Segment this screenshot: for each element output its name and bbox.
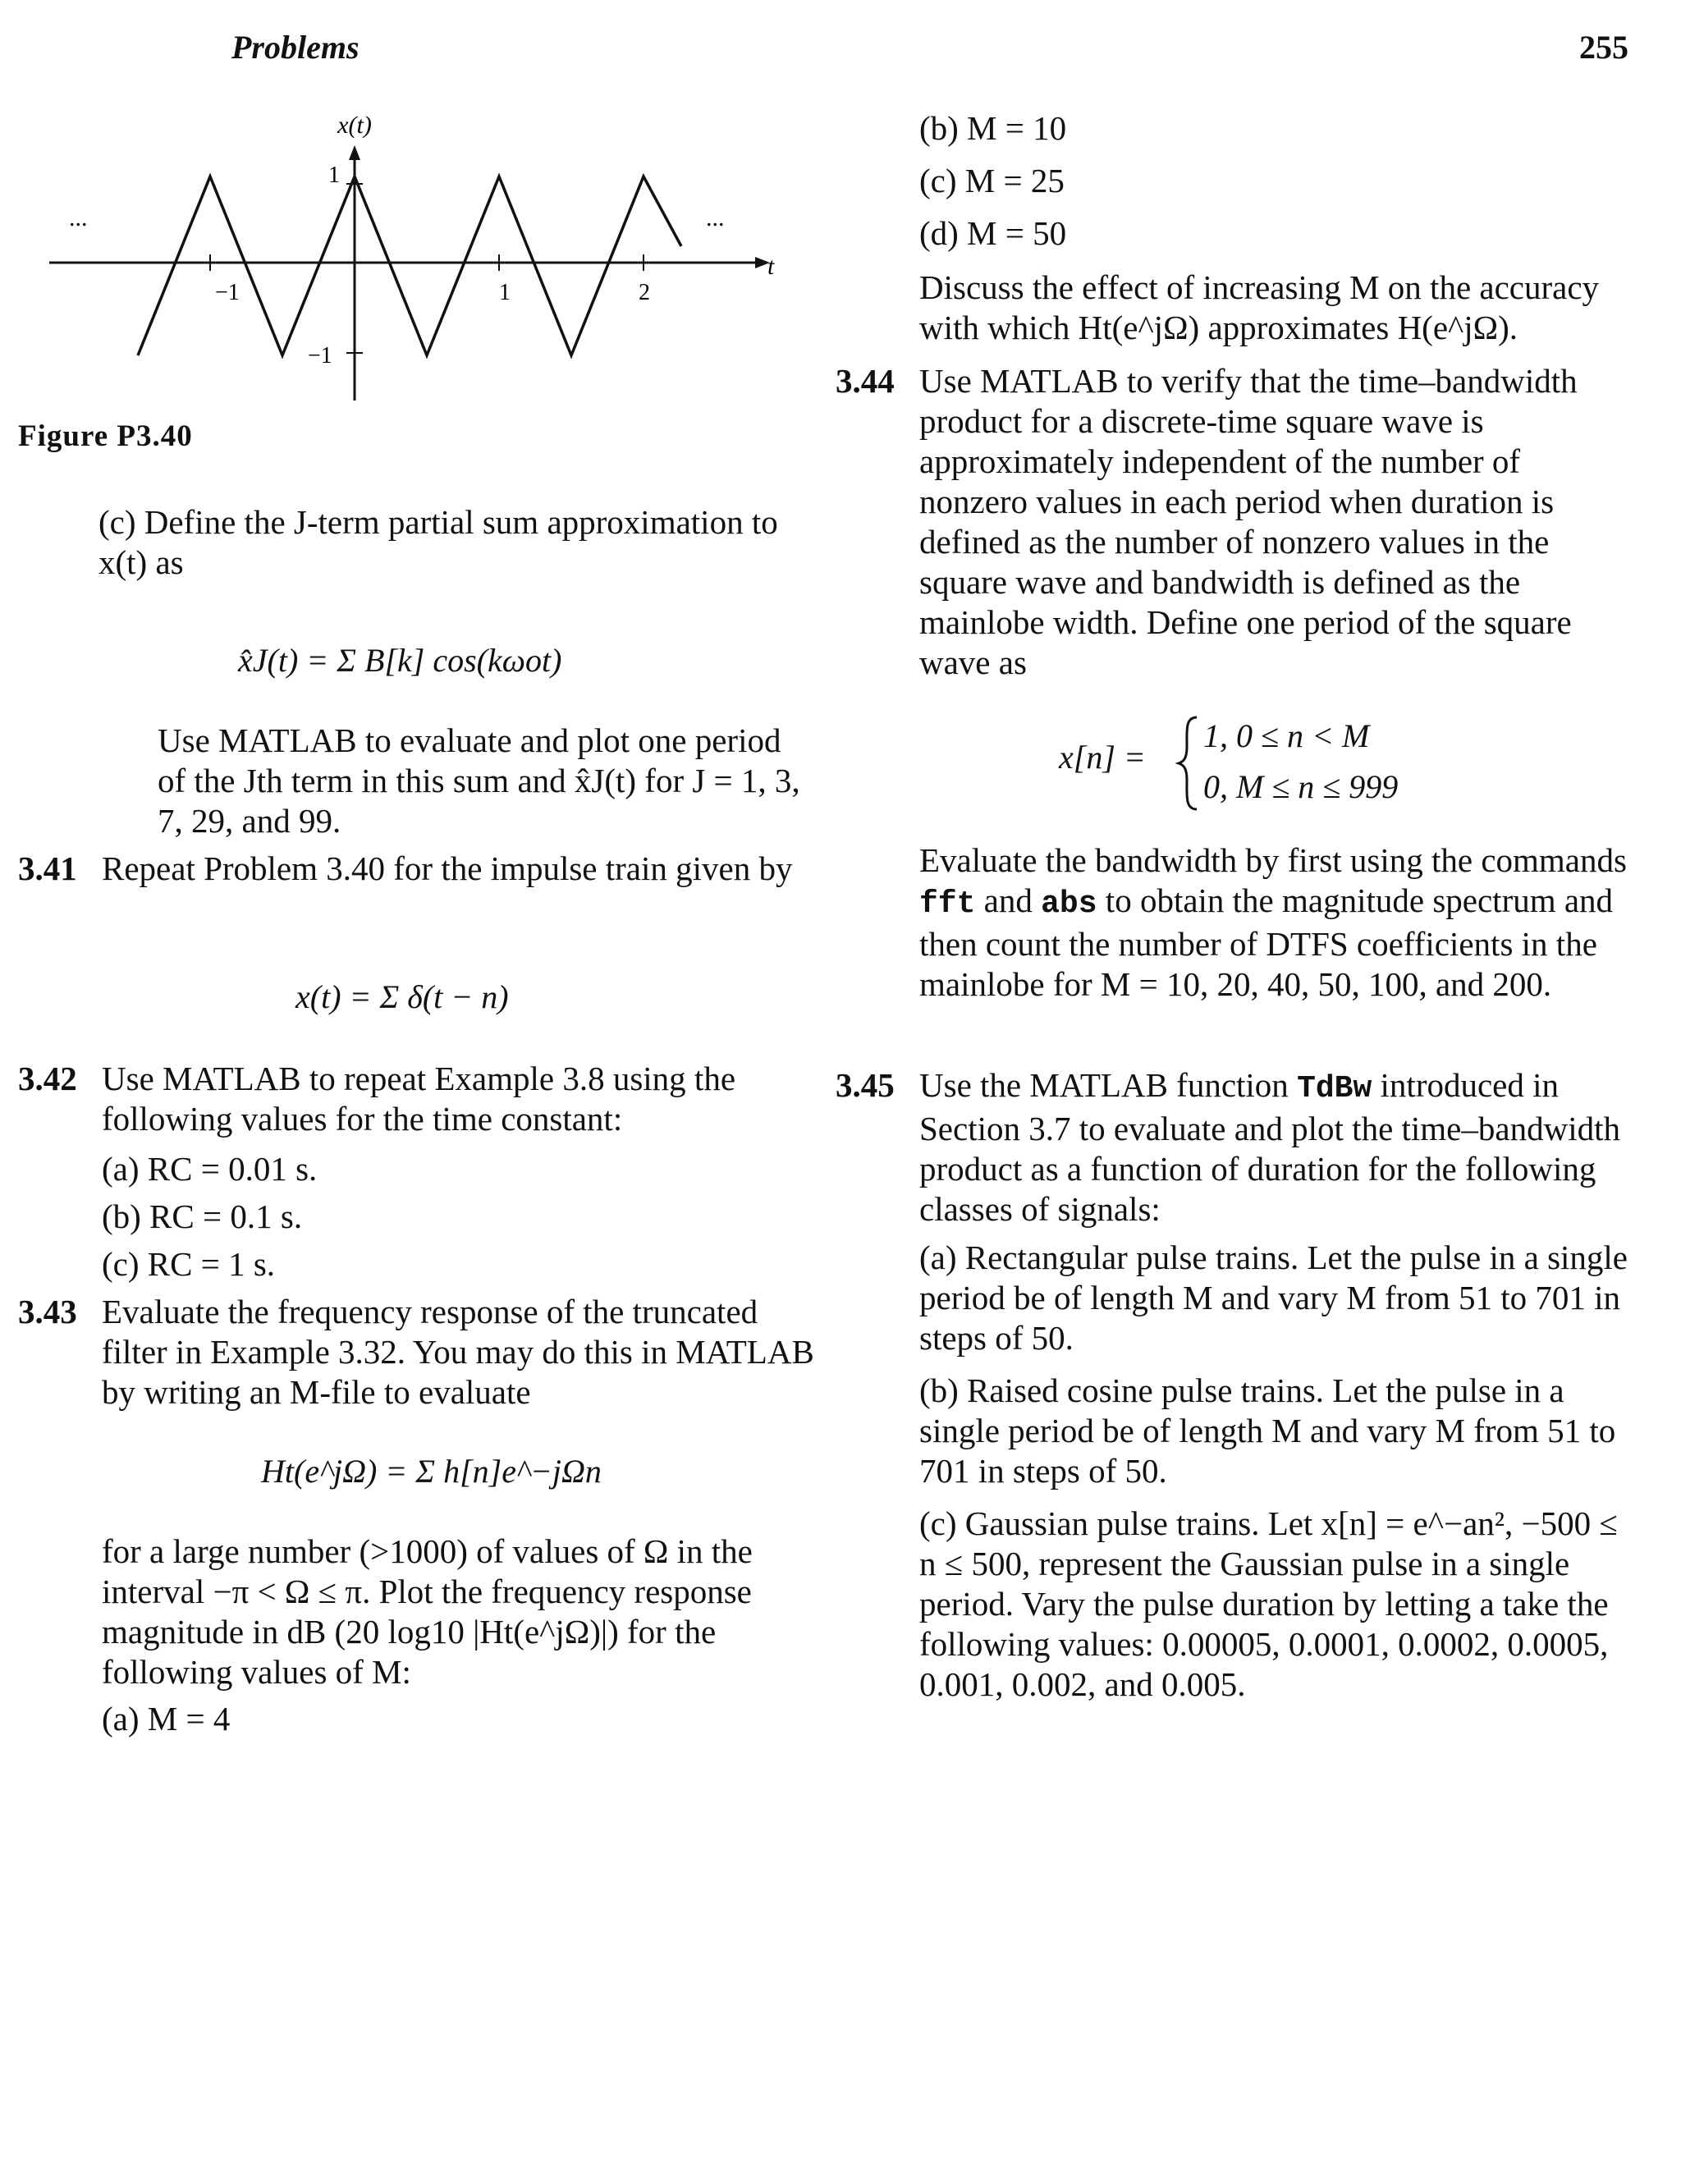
tick-label-2: 2 [639,280,650,305]
problem-3-43-a: (a) M = 4 [102,1700,231,1738]
ellipsis-left: ... [69,204,88,231]
equation-case-2: 0, M ≤ n ≤ 999 [1203,768,1399,805]
equation-truncated-filter: Ht(e^jΩ) = Σ h[n]e^−jΩn [261,1453,602,1490]
tick-label-y1: 1 [328,163,340,188]
x-axis-arrow [349,145,360,160]
running-title: Problems [231,29,360,66]
problem-3-44-text: Use MATLAB to verify that the time–bandwidth product for a discrete-time square wave is approximately independent of the number of nonzero values in each period when duration is defined as the number of nonzero values in the square wave and bandwidth is defined as the mainlobe width. Define one period of the square wave as [919,362,1578,681]
problem-3-43-after: for a large number (>1000) of values of Ω in the interval −π < Ω ≤ π. Plot the frequency response magnitude in dB (20 log10 |Ht(e^jΩ)|) for the following values of M: [102,1532,753,1691]
x-axis-label: t [767,253,775,280]
item-c-after: Use MATLAB to evaluate and plot one period of the Jth term in this sum and x̂J(t) for J = 1, 3, 7, 29, and 99. [158,721,800,840]
item-c: (c) M = 25 [919,162,1065,199]
p345-text-1: Use the MATLAB function [919,1066,1289,1104]
problem-3-43-text: Evaluate the frequency response of the truncated filter in Example 3.32. You may do this in MATLAB by writing an M-file to evaluate [102,1293,814,1411]
figure-label: Figure P3.40 [18,419,193,453]
figure-p3-40-triangle-wave [33,98,788,410]
triangle-waveform [138,176,681,355]
item-c-text: (c) Define the J-term partial sum approximation to x(t) as [98,503,778,581]
problem-number-3-41: 3.41 [18,849,77,887]
item-d: (d) M = 50 [919,214,1067,252]
equation-case-1: 1, 0 ≤ n < M [1203,717,1370,754]
problem-3-44-after [919,840,1633,1005]
y-axis-label: x(t) [337,112,372,139]
problem-3-41-text: Repeat Problem 3.40 for the impulse train given by [102,849,793,887]
problem-3-42-text: Use MATLAB to repeat Example 3.8 using the following values for the time constant: [102,1060,736,1138]
brace-icon [1175,714,1200,813]
command-fft: fft [919,886,976,922]
tick-label-neg1: −1 [215,280,240,305]
equation-square-wave-lhs: x[n] = [1059,739,1146,776]
after-text-1: Evaluate the bandwidth by first using the commands [919,841,1627,879]
problem-number-3-44: 3.44 [836,362,895,400]
problem-3-45-b: (b) Raised cosine pulse trains. Let the pulse in a single period be of length M and vary M from 51 to 701 in steps of 50. [919,1371,1616,1490]
command-abs: abs [1041,886,1097,922]
problem-3-45-c: (c) Gaussian pulse trains. Let x[n] = e^−an², −500 ≤ n ≤ 500, represent the Gaussian pulse in a single period. Vary the pulse duration by letting a take the following values: 0.00005, 0.0001, 0.0002, 0.0005, 0.001, 0.002, and 0.005. [919,1504,1618,1703]
and-text: and [983,881,1033,919]
problem-number-3-42: 3.42 [18,1060,77,1097]
problem-3-42-b: (b) RC = 0.1 s. [102,1197,303,1235]
ellipsis-right: ... [706,204,725,231]
equation-partial-sum: x̂J(t) = Σ B[k] cos(kωot) [238,642,562,679]
problem-3-45-text [919,1065,1633,1229]
page-number: 255 [1579,29,1628,66]
command-tdbw: TdBw [1297,1071,1372,1106]
equation-impulse-train: x(t) = Σ δ(t − n) [295,978,509,1015]
item-b: (b) M = 10 [919,109,1067,147]
problem-3-42-a: (a) RC = 0.01 s. [102,1150,318,1188]
p345-text-2: introduced in Section 3.7 to evaluate and plot the time–bandwidth product as a function of duration for the following classes of signals: [919,1066,1620,1228]
problem-3-45-a: (a) Rectangular pulse trains. Let the pulse in a single period be of length M and vary M from 51 to 701 in steps of 50. [919,1239,1628,1357]
tick-label-1: 1 [499,280,511,305]
problem-3-42-c: (c) RC = 1 s. [102,1245,276,1283]
problem-number-3-45: 3.45 [836,1066,895,1104]
after-text-2: to obtain the magnitude spectrum and then count the number of DTFS coefficients in the mainlobe for M = 10, 20, 40, 50, 100, and 200. [919,881,1614,1003]
tick-label-yneg1: −1 [308,343,332,369]
discuss-text: Discuss the effect of increasing M on the accuracy with which Ht(e^jΩ) approximates H(e^jΩ). [919,268,1600,346]
problem-number-3-43: 3.43 [18,1293,77,1330]
